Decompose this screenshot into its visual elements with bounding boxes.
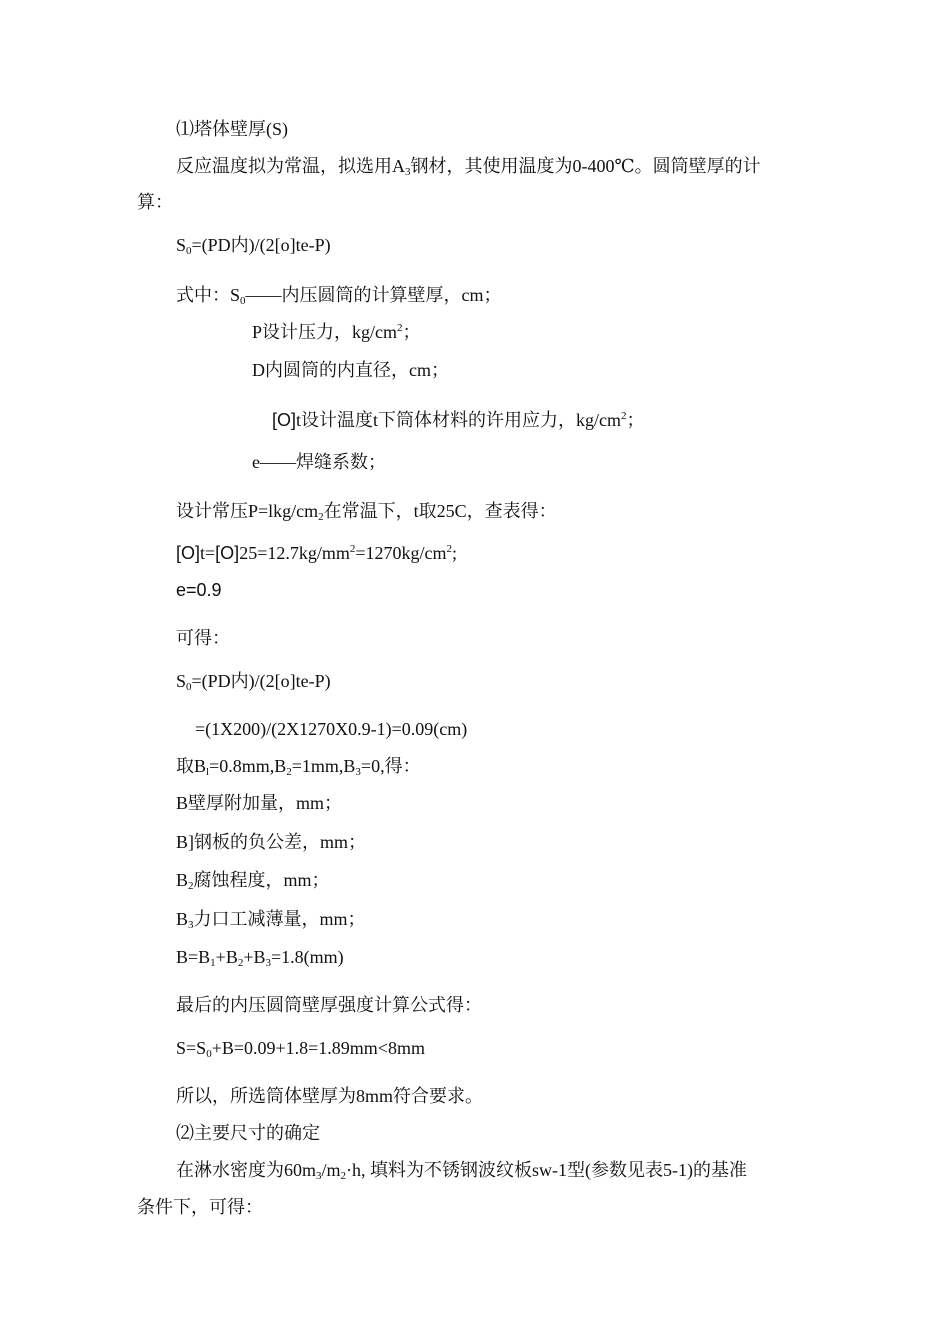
text: 腐蚀程度，mm；: [193, 870, 330, 890]
paragraph-line: [137, 1195, 263, 1219]
obtain-line: [176, 626, 230, 650]
subscript: l: [206, 766, 210, 778]
text: 式中：S: [176, 285, 241, 305]
text: +B: [243, 947, 266, 967]
text: e——焊缝系数；: [252, 452, 386, 472]
text: 所以，所选筒体壁厚为8mm符合要求。: [176, 1086, 484, 1106]
section-heading-main-dimensions: [176, 1121, 320, 1145]
text: S: [176, 235, 187, 255]
text: =(PD内)/(2[o]te-P): [191, 235, 331, 255]
formula-s0-repeat: [176, 669, 331, 693]
text: =(PD内)/(2[o]te-P): [191, 671, 331, 691]
text: B=B: [176, 947, 211, 967]
text: D内圆筒的内直径，cm；: [252, 360, 449, 380]
text: B]钢板的负公差，mm；: [176, 832, 367, 852]
heading-text: ⑴塔体壁厚(S): [176, 119, 288, 139]
text: +B=0.09+1.8=1.89mm<8mm: [211, 1038, 425, 1058]
subscript: 3: [355, 766, 361, 778]
definition-allowable-stress: [272, 408, 645, 432]
text: B壁厚附加量，mm；: [176, 793, 343, 813]
section-heading-wall-thickness: [176, 117, 288, 141]
text: B: [176, 870, 189, 890]
allowable-stress-value: [176, 541, 457, 565]
subscript: 0: [206, 1048, 212, 1060]
text: ;: [452, 543, 458, 563]
text: S=S: [176, 1038, 207, 1058]
subscript: 0: [186, 245, 192, 257]
subscript: 2: [188, 880, 194, 892]
subscript: 2: [237, 957, 244, 969]
heading-text: ⑵主要尺寸的确定: [176, 1123, 320, 1143]
text: =0,得：: [360, 756, 421, 776]
text: 最后的内压圆筒壁厚强度计算公式得：: [176, 995, 482, 1015]
text: 钢材，其使用温度为0-400℃。圆筒壁厚的计: [410, 156, 761, 176]
weld-coefficient-value: [176, 578, 222, 602]
text: =(1X200)/(2X1270X0.9-1)=0.09(cm): [195, 719, 468, 739]
final-formula-intro: [176, 993, 482, 1017]
definition-e: [252, 450, 386, 474]
subscript: 1: [210, 957, 216, 969]
formula-calculation: [195, 717, 467, 741]
subscript: 3: [316, 1170, 322, 1182]
text: ·h, 填料为不锈钢波纹板sw-1型(参数见表5-1)的基准: [346, 1160, 748, 1180]
text: 条件下，可得：: [137, 1197, 263, 1217]
text: =1.8(mm): [271, 947, 344, 967]
conclusion-line: [176, 1084, 483, 1108]
subscript: 0: [186, 681, 192, 693]
definition-p: [252, 320, 421, 344]
text: ；: [626, 410, 645, 430]
text: ；: [402, 322, 421, 342]
text: 算：: [137, 192, 173, 212]
subscript: 2: [318, 511, 324, 523]
take-b-values: [176, 754, 421, 778]
paragraph-line: [137, 190, 173, 214]
text: t设计温度t下筒体材料的许用应力，kg/cm: [296, 410, 622, 430]
text: =1mm,B: [291, 756, 356, 776]
text: e=0.9: [176, 580, 222, 600]
text: 25=12.7kg/mm: [239, 543, 350, 563]
text: 在淋水密度为60m: [176, 1160, 317, 1180]
paragraph-line: [176, 154, 761, 178]
text: =0.8mm,B: [209, 756, 287, 776]
subscript: 3: [405, 166, 411, 178]
formula-s0: [176, 233, 331, 257]
text: [O]: [215, 543, 240, 563]
definition-b1: [176, 830, 366, 854]
text: P设计压力，kg/cm: [252, 322, 398, 342]
text: 取B: [176, 756, 207, 776]
text: 反应温度拟为常温，拟选用A: [176, 156, 405, 176]
definition-d: [252, 358, 449, 382]
subscript: 2: [340, 1170, 347, 1182]
subscript: 3: [265, 957, 272, 969]
definition-b3: [176, 907, 366, 931]
definition-b2: [176, 868, 330, 892]
design-pressure-line: [176, 499, 557, 523]
text: 力口工减薄量，mm；: [193, 909, 366, 929]
text: t=: [200, 543, 216, 563]
text: B: [176, 909, 189, 929]
text: +B: [215, 947, 238, 967]
b-sum-formula: [176, 945, 344, 969]
final-thickness-formula: [176, 1036, 425, 1060]
text: [O]: [272, 410, 297, 430]
superscript: 2: [446, 543, 452, 555]
superscript: 2: [349, 543, 356, 555]
subscript: 2: [286, 766, 292, 778]
superscript: 2: [621, 410, 627, 422]
definition-b: [176, 791, 342, 815]
paragraph-line: [176, 1158, 747, 1182]
text: [O]: [176, 543, 201, 563]
text: 设计常压P=lkg/cm: [176, 501, 319, 521]
text: =1270kg/cm: [355, 543, 447, 563]
text: 在常温下，t取25C，查表得：: [323, 501, 557, 521]
text: 可得：: [176, 628, 230, 648]
subscript: 0: [240, 295, 246, 307]
subscript: 3: [188, 919, 194, 931]
text: /m: [321, 1160, 341, 1180]
where-line: [176, 283, 502, 307]
text: S: [176, 671, 187, 691]
text: ——内压圆筒的计算壁厚，cm；: [245, 285, 502, 305]
superscript: 2: [397, 322, 403, 334]
